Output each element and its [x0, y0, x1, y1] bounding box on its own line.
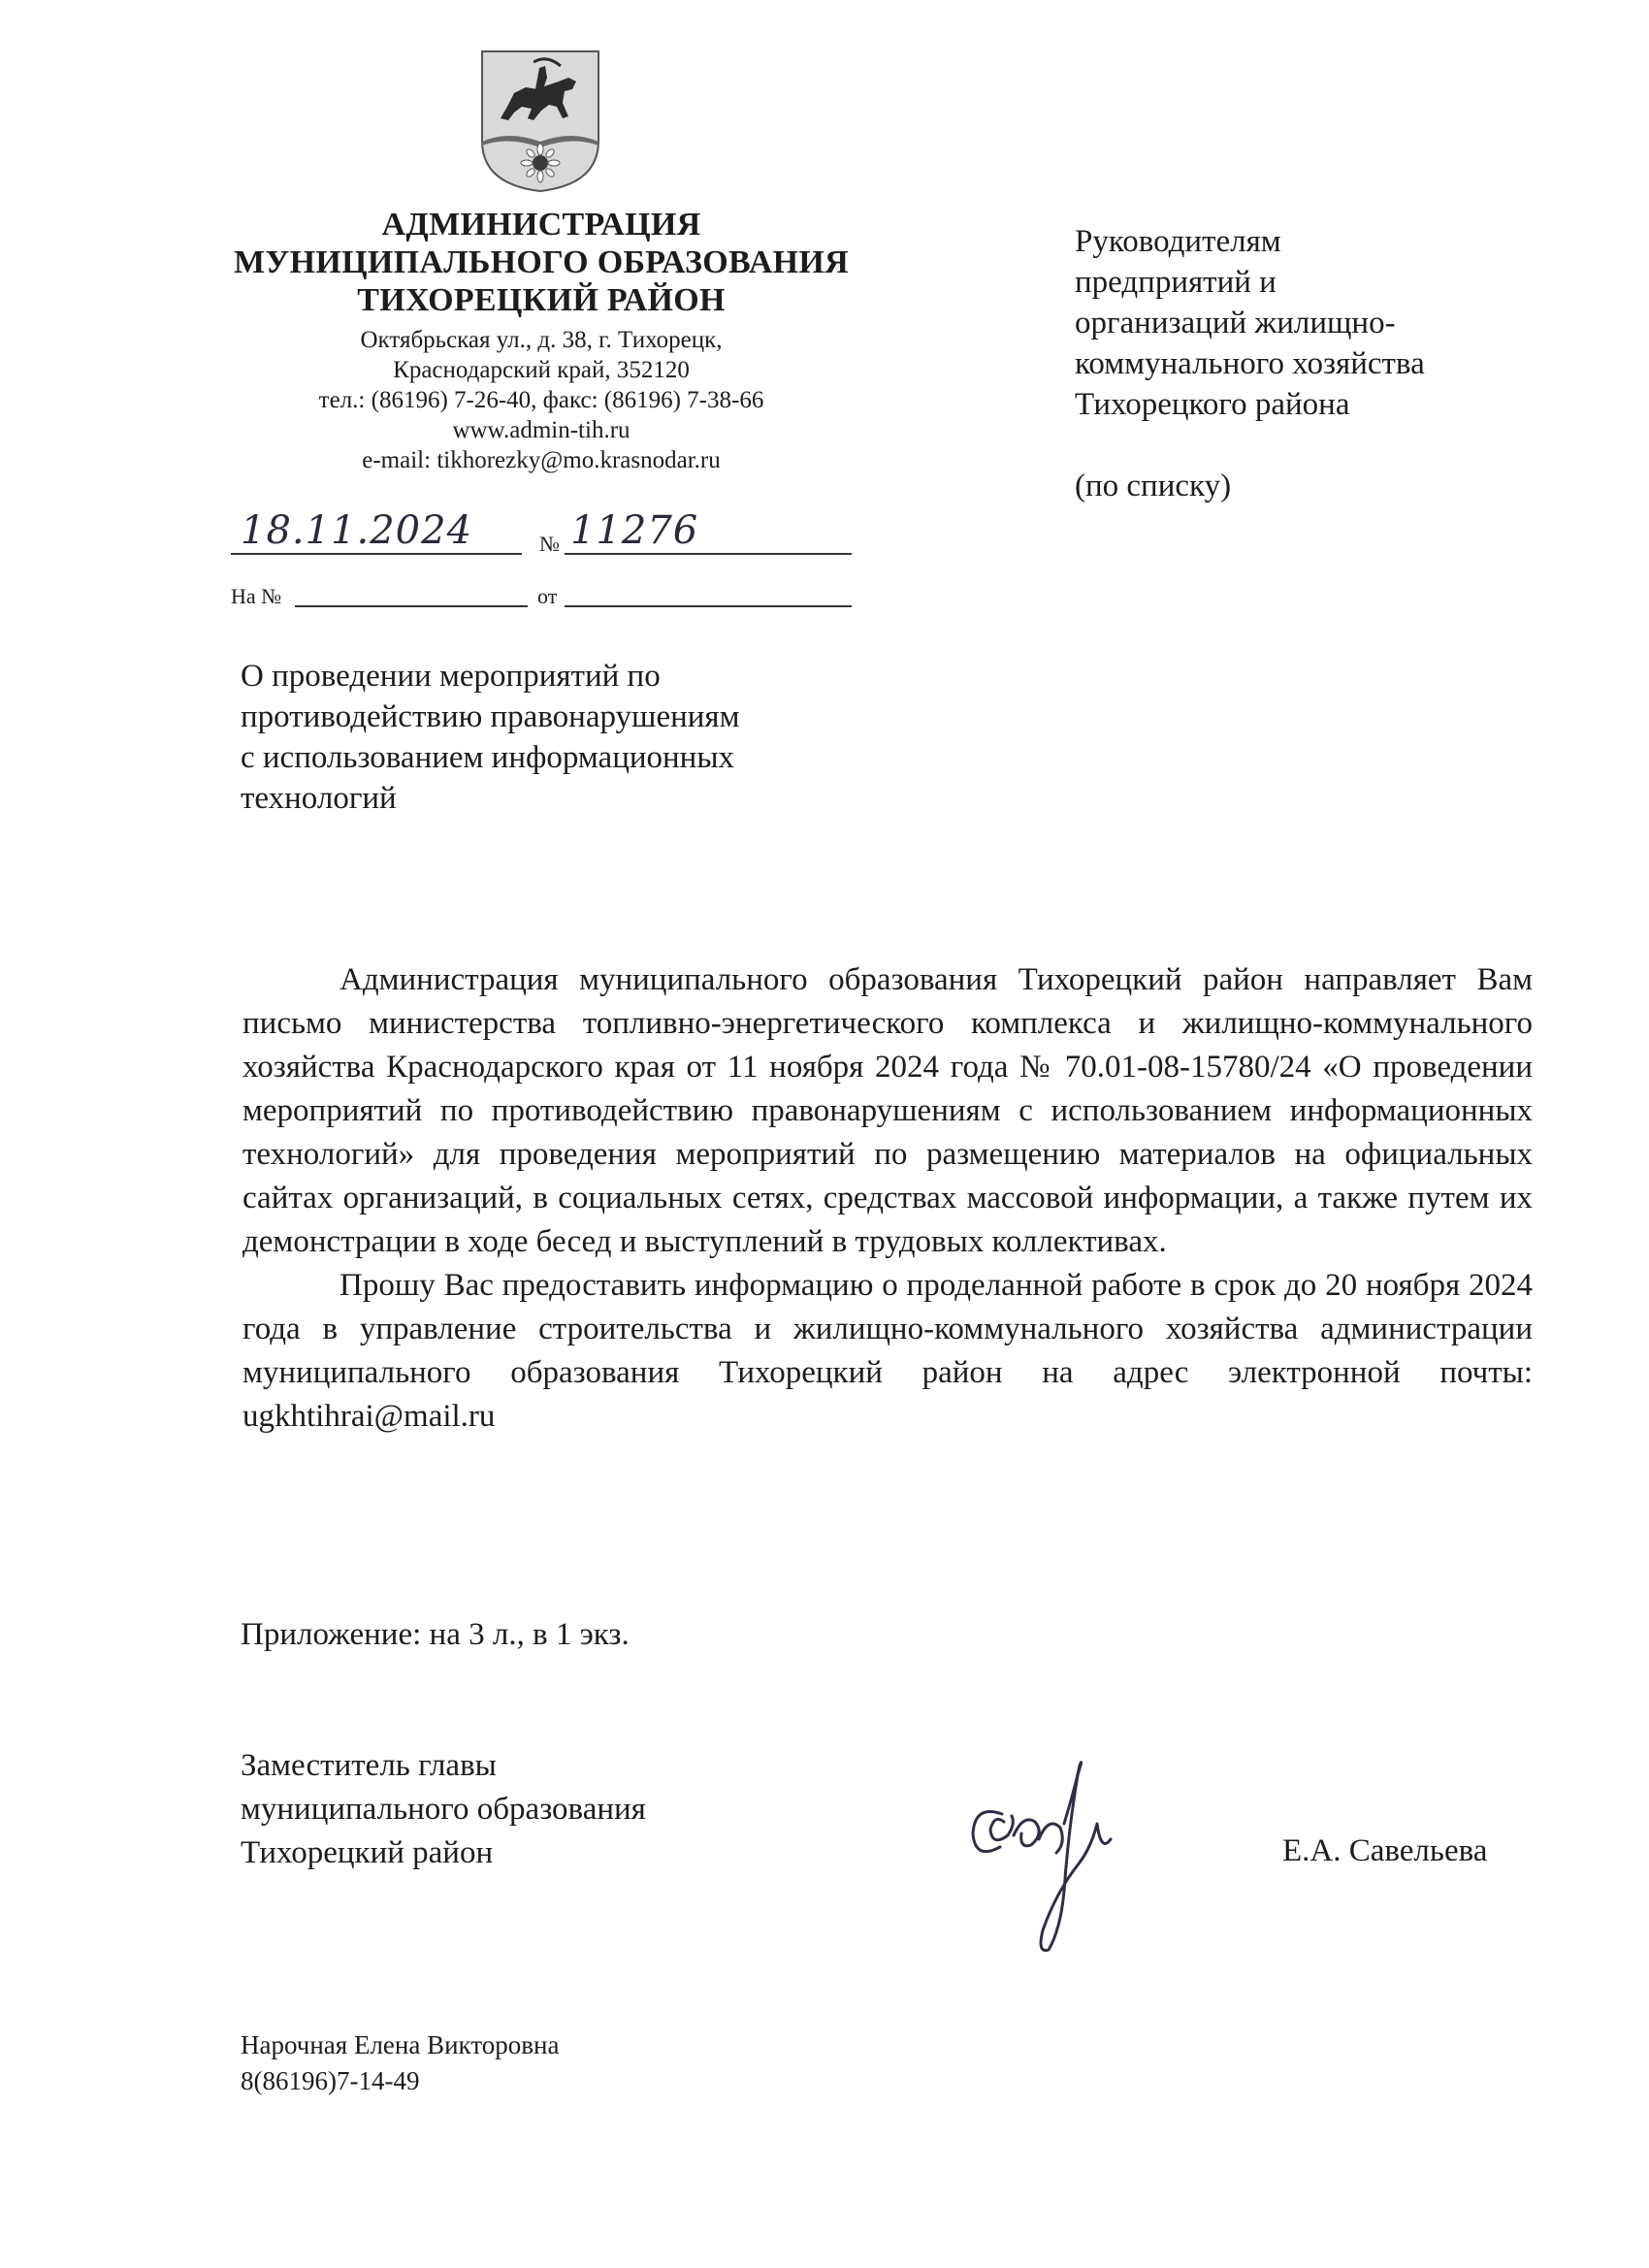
ref-number-label: На № — [231, 584, 282, 608]
signatory-position — [241, 1744, 823, 1875]
ref-from-label: от — [537, 584, 558, 608]
addressee-block — [1075, 221, 1618, 506]
body-paragraph: Прошу Вас предоставить информацию о проделанной работе в срок до 20 ноября 2024 года в управление строительства и жилищно-коммунального хозяйства администрации муниципального образования Тихорецкий район на адрес электронной почты: ugkhtihrai@mail.ru — [242, 1268, 1533, 1434]
executor-name: Нарочная Елена Викторовна — [241, 2030, 560, 2059]
org-title-line: ТИХОРЕЦКИЙ РАЙОН — [357, 282, 726, 318]
position-line: муниципального образования — [241, 1792, 646, 1827]
org-address-line: Октябрьская ул., д. 38, г. Тихорецк, — [360, 327, 723, 353]
appendix-note: Приложение: на 3 л., в 1 экз. — [241, 1617, 630, 1652]
addressee-line: организаций жилищно- — [1075, 306, 1396, 340]
letterhead — [210, 206, 873, 475]
org-website: www.admin-tih.ru — [452, 417, 630, 443]
body-paragraph: Администрация муниципального образования Тихорецкий район направляет Вам письмо министерства топливно-энергетического комплекса и жилищно-коммунального хозяйства Краснодарского края от 11 ноября 2024 года № 70.01-08-15780/24 «О проведении мероприятий по противодействию правонарушениям с использованием информационных технологий» для проведения мероприятий по размещению материалов на официальных сайтах организаций, в социальных сетях, средствах массовой информации, а также путем их демонстрации в ходе бесед и выступлений в трудовых коллективах. — [242, 962, 1533, 1259]
addressee-line: Руководителям — [1075, 224, 1281, 259]
subject-line: с использованием информационных — [241, 740, 735, 775]
number-label: № — [539, 532, 560, 556]
org-title-line: АДМИНИСТРАЦИЯ — [381, 207, 701, 243]
subject-line: противодействию правонарушениям — [241, 699, 740, 734]
executor-block — [241, 2027, 559, 2099]
org-title-line: МУНИЦИПАЛЬНОГО ОБРАЗОВАНИЯ — [233, 244, 850, 280]
date-underline — [231, 553, 522, 555]
subject-line: О проведении мероприятий по — [241, 659, 661, 694]
subject-line: технологий — [241, 781, 397, 816]
number-underline — [565, 553, 852, 555]
addressee-line: коммунального хозяйства — [1075, 346, 1425, 381]
letter-body — [242, 958, 1533, 1439]
addressee-line: Тихорецкого района — [1075, 387, 1350, 422]
letter-subject — [241, 656, 842, 819]
ref-number-underline — [295, 605, 528, 607]
registration-number: 11276 — [570, 508, 699, 553]
org-phone-line: тел.: (86196) 7-26-40, факс: (86196) 7-38-66 — [318, 387, 764, 413]
position-line: Заместитель главы — [241, 1748, 497, 1783]
signer-name: Е.А. Савельева — [1282, 1833, 1488, 1868]
ref-date-underline — [565, 605, 852, 607]
org-address-line: Краснодарский край, 352120 — [393, 357, 690, 383]
addressee-line: предприятий и — [1075, 265, 1277, 300]
org-email: e-mail: tikhorezky@mo.krasnodar.ru — [362, 447, 721, 473]
addressee-note: (по списку) — [1075, 469, 1232, 503]
handwritten-signature — [955, 1746, 1179, 1969]
registration-date: 18.11.2024 — [241, 508, 473, 553]
registration-block — [231, 508, 852, 609]
executor-phone: 8(86196)7-14-49 — [241, 2066, 420, 2095]
coat-of-arms-emblem — [479, 49, 601, 194]
position-line: Тихорецкий район — [241, 1835, 494, 1870]
